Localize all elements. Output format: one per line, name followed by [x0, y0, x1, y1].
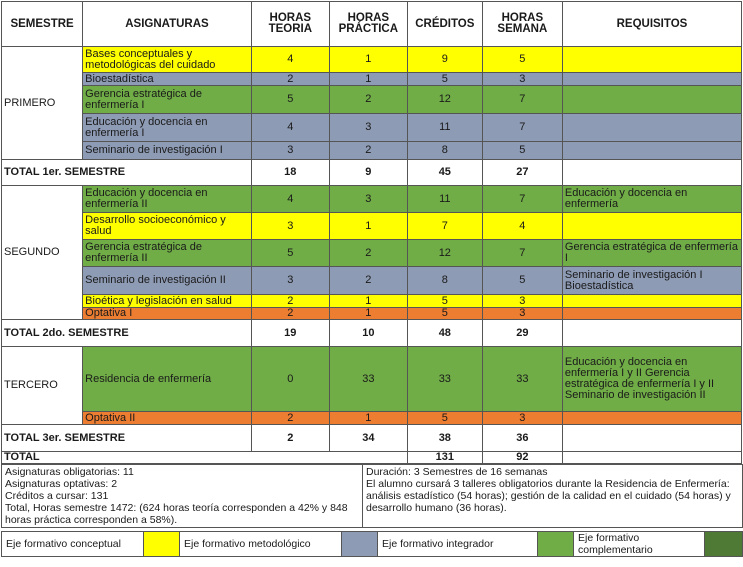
horas-teoria-cell: 4: [251, 186, 329, 213]
horas-semana-cell: 7: [482, 114, 562, 142]
creditos-cell: 5: [407, 308, 482, 320]
grand-total-empty: [562, 452, 741, 464]
table-row: [2, 412, 742, 425]
note-line: Total, Horas semestre 1472: (624 horas teoría corresponden a 42% y 848 horas práctica corresponden a 58%).: [5, 502, 348, 526]
horas-teoria-cell: 4: [251, 47, 329, 73]
table-row: [2, 114, 742, 142]
total-teoria: 19: [251, 320, 329, 347]
horas-practica-cell: 3: [329, 186, 407, 213]
horas-semana-cell: 33: [482, 347, 562, 412]
header-horas-semana: HORAS SEMANA: [482, 2, 562, 47]
horas-semana-cell: 7: [482, 186, 562, 213]
requisitos-cell: [562, 73, 741, 86]
total-practica: 10: [329, 320, 407, 347]
table-row: [2, 240, 742, 267]
horas-semana-cell: 5: [482, 267, 562, 295]
course-name: Bioética y legislación en salud: [83, 295, 252, 308]
legend-label-conceptual: Eje formativo conceptual: [2, 532, 144, 557]
table-row: [2, 186, 742, 213]
total-creditos: 45: [407, 160, 482, 186]
course-name: Gerencia estratégica de enfermería II: [83, 240, 252, 267]
creditos-cell: 7: [407, 213, 482, 240]
note-line: Asignaturas optativas: 2: [5, 478, 118, 490]
creditos-cell: 8: [407, 142, 482, 160]
table-row: [2, 308, 742, 320]
notes-table: [1, 464, 743, 528]
grand-total-semana: 92: [482, 452, 562, 464]
requisitos-cell: Educación y docencia en enfermería I y II Gerencia estratégica de enfermería I y II Seminario de investigación II: [562, 347, 741, 412]
header-requisitos: REQUISITOS: [562, 2, 741, 47]
horas-teoria-cell: 3: [251, 142, 329, 160]
semester-total-label: TOTAL 1er. SEMESTRE: [2, 160, 252, 186]
creditos-cell: 12: [407, 86, 482, 114]
semester-total-row: [2, 425, 742, 452]
table-row: [2, 347, 742, 412]
semester-name: PRIMERO: [2, 47, 83, 160]
table-header-row: [2, 2, 742, 47]
curriculum-table: [1, 1, 742, 464]
requisitos-cell: Educación y docencia en enfermería: [562, 186, 741, 213]
total-practica: 34: [329, 425, 407, 452]
notes-right: [363, 465, 743, 528]
creditos-cell: 33: [407, 347, 482, 412]
horas-semana-cell: 7: [482, 86, 562, 114]
horas-teoria-cell: 3: [251, 213, 329, 240]
table-row: [2, 86, 742, 114]
requisitos-cell: [562, 142, 741, 160]
requisitos-cell: Gerencia estratégica de enfermería I: [562, 240, 741, 267]
header-horas-practica: HORAS PRÁCTICA: [329, 2, 407, 47]
creditos-cell: 9: [407, 47, 482, 73]
requisitos-cell: [562, 213, 741, 240]
note-line: Créditos a cursar: 131: [5, 490, 109, 502]
requisitos-cell: [562, 295, 741, 308]
table-row: [2, 295, 742, 308]
horas-semana-cell: 3: [482, 308, 562, 320]
creditos-cell: 11: [407, 186, 482, 213]
requisitos-cell: Seminario de investigación I Bioestadística: [562, 267, 741, 295]
total-creditos: 38: [407, 425, 482, 452]
legend-label-complementario: Eje formativo complementario: [574, 532, 705, 557]
creditos-cell: 5: [407, 73, 482, 86]
total-semana: 36: [482, 425, 562, 452]
horas-semana-cell: 3: [482, 73, 562, 86]
header-horas-teoria: HORAS TEORIA: [251, 2, 329, 47]
horas-practica-cell: 1: [329, 412, 407, 425]
total-requisitos-empty: [562, 160, 741, 186]
course-name: Educación y docencia en enfermería II: [83, 186, 252, 213]
horas-practica-cell: 1: [329, 213, 407, 240]
horas-teoria-cell: 5: [251, 240, 329, 267]
legend-label-metodologico: Eje formativo metodológico: [180, 532, 342, 557]
horas-semana-cell: 5: [482, 47, 562, 73]
course-name: Residencia de enfermería: [83, 347, 252, 412]
horas-practica-cell: 1: [329, 47, 407, 73]
total-teoria: 18: [251, 160, 329, 186]
semester-name: SEGUNDO: [2, 186, 83, 320]
requisitos-cell: [562, 47, 741, 73]
legend-swatch-conceptual: [144, 532, 180, 557]
horas-practica-cell: 3: [329, 114, 407, 142]
semester-total-row: [2, 320, 742, 347]
horas-teoria-cell: 0: [251, 347, 329, 412]
creditos-cell: 12: [407, 240, 482, 267]
horas-practica-cell: 1: [329, 295, 407, 308]
horas-semana-cell: 3: [482, 412, 562, 425]
grand-total-creditos: 131: [407, 452, 482, 464]
legend-swatch-metodologico: [342, 532, 378, 557]
semester-total-row: [2, 160, 742, 186]
requisitos-cell: [562, 114, 741, 142]
horas-semana-cell: 5: [482, 142, 562, 160]
legend-swatch-complementario: [705, 532, 743, 557]
horas-practica-cell: 1: [329, 308, 407, 320]
horas-practica-cell: 2: [329, 86, 407, 114]
course-name: Optativa I: [83, 308, 252, 320]
table-row: [2, 267, 742, 295]
total-requisitos-empty: [562, 425, 741, 452]
horas-teoria-cell: 2: [251, 308, 329, 320]
total-practica: 9: [329, 160, 407, 186]
curriculum-document: [1, 1, 742, 565]
horas-teoria-cell: 2: [251, 412, 329, 425]
note-line: Duración: 3 Semestres de 16 semanas: [366, 466, 548, 478]
horas-practica-cell: 2: [329, 267, 407, 295]
horas-teoria-cell: 5: [251, 86, 329, 114]
header-semestre: SEMESTRE: [2, 2, 83, 47]
course-name: Educación y docencia en enfermería I: [83, 114, 252, 142]
creditos-cell: 11: [407, 114, 482, 142]
requisitos-cell: [562, 308, 741, 320]
table-row: [2, 142, 742, 160]
header-creditos: CRÉDITOS: [407, 2, 482, 47]
legend-table: [1, 531, 743, 557]
horas-teoria-cell: 3: [251, 267, 329, 295]
horas-practica-cell: 2: [329, 142, 407, 160]
note-line: Asignaturas obligatorias: 11: [5, 466, 134, 478]
horas-practica-cell: 33: [329, 347, 407, 412]
course-name: Desarrollo socioeconómico y salud: [83, 213, 252, 240]
course-name: Bioestadística: [83, 73, 252, 86]
semester-total-label: TOTAL 2do. SEMESTRE: [2, 320, 252, 347]
course-name: Bases conceptuales y metodológicas del cuidado: [83, 47, 252, 73]
horas-semana-cell: 4: [482, 213, 562, 240]
course-name: Seminario de investigación I: [83, 142, 252, 160]
creditos-cell: 5: [407, 412, 482, 425]
horas-teoria-cell: 2: [251, 73, 329, 86]
total-semana: 27: [482, 160, 562, 186]
horas-practica-cell: 2: [329, 240, 407, 267]
course-name: Gerencia estratégica de enfermería I: [83, 86, 252, 114]
creditos-cell: 5: [407, 295, 482, 308]
semester-name: TERCERO: [2, 347, 83, 425]
legend-swatch-integrador: [538, 532, 574, 557]
horas-semana-cell: 3: [482, 295, 562, 308]
grand-total-label: TOTAL: [2, 452, 408, 464]
course-name: Seminario de investigación II: [83, 267, 252, 295]
table-row: [2, 73, 742, 86]
table-row: [2, 213, 742, 240]
legend-label-integrador: Eje formativo integrador: [378, 532, 538, 557]
horas-teoria-cell: 2: [251, 295, 329, 308]
header-asignaturas: ASIGNATURAS: [83, 2, 252, 47]
course-name: Optativa II: [83, 412, 252, 425]
grand-total-row: [2, 452, 742, 464]
horas-practica-cell: 1: [329, 73, 407, 86]
total-teoria: 2: [251, 425, 329, 452]
horas-teoria-cell: 4: [251, 114, 329, 142]
requisitos-cell: [562, 86, 741, 114]
requisitos-cell: [562, 412, 741, 425]
total-requisitos-empty: [562, 320, 741, 347]
notes-left: [2, 465, 363, 528]
table-row: [2, 47, 742, 73]
note-line: El alumno cursará 3 talleres obligatorios durante la Residencia de Enfermería: análisis estadístico (54 horas); gestión de la calidad en el cuidado (54 horas) y desarrollo humano (36 horas).: [366, 478, 731, 514]
total-semana: 29: [482, 320, 562, 347]
horas-semana-cell: 7: [482, 240, 562, 267]
semester-total-label: TOTAL 3er. SEMESTRE: [2, 425, 252, 452]
creditos-cell: 8: [407, 267, 482, 295]
total-creditos: 48: [407, 320, 482, 347]
